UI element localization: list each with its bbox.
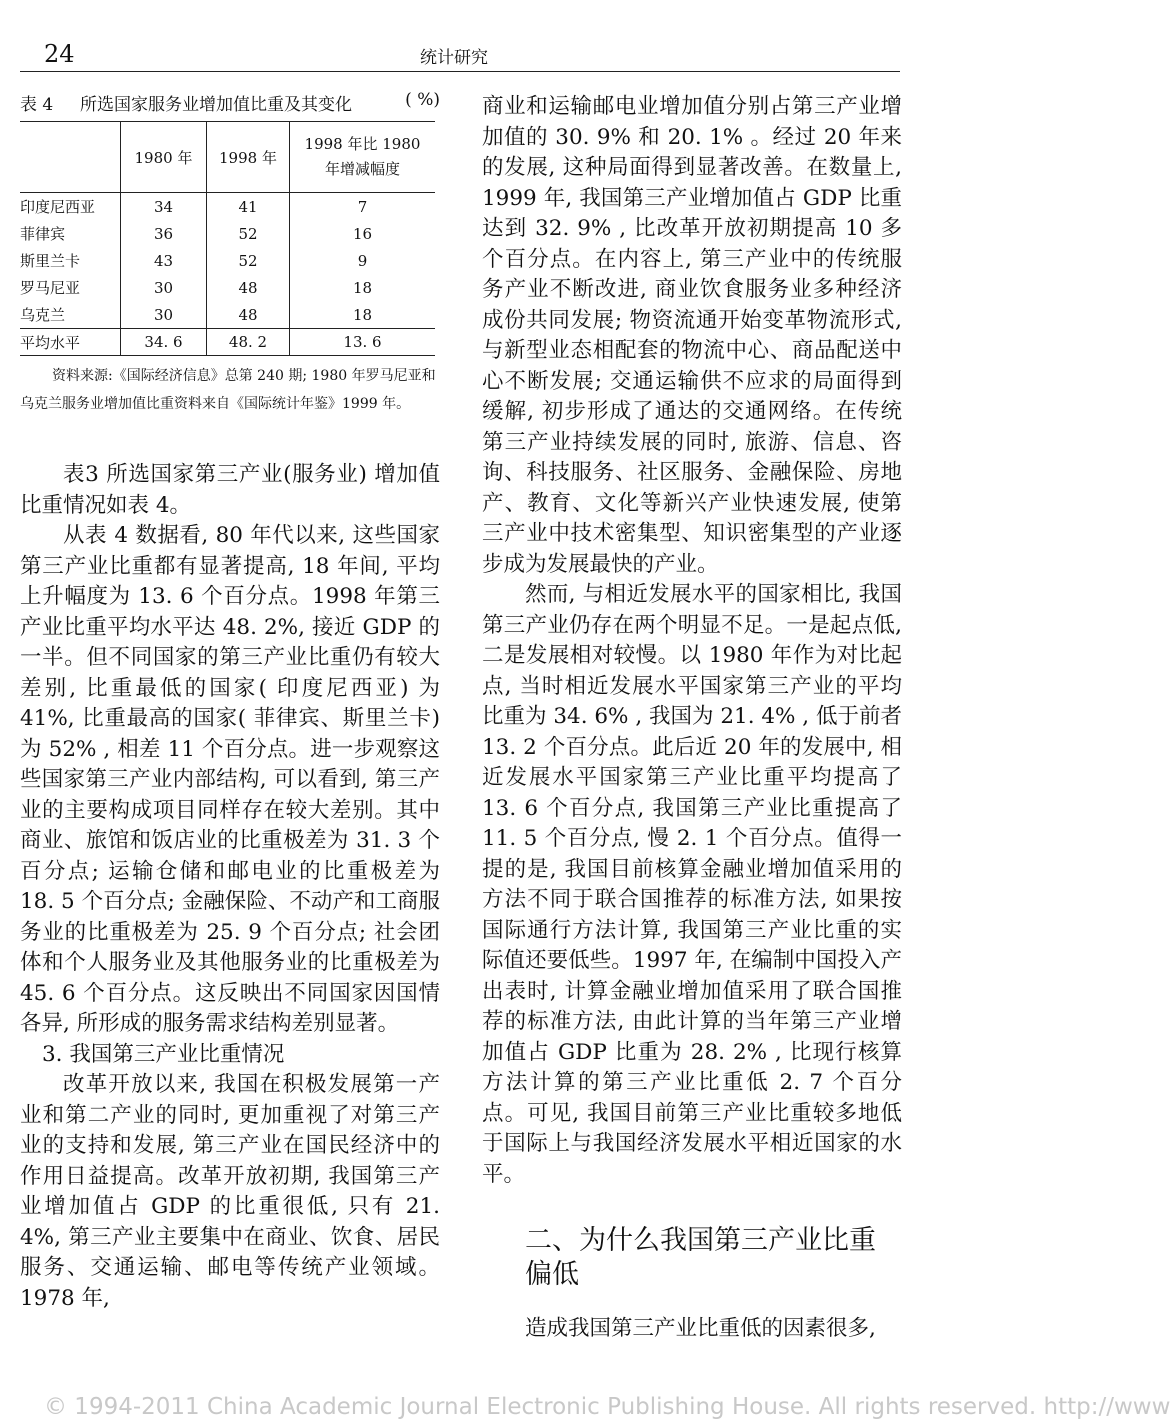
table-row (20, 193, 435, 221)
table-header-cell: 1980 年 (121, 122, 207, 193)
table-source-note: 资料来源:《国际经济信息》总第 240 期; 1980 年罗马尼亚和乌克兰服务业增加值比重资料来自《国际统计年鉴》1999 年。 (20, 368, 436, 412)
table-cell: 30 (121, 301, 207, 329)
table-cell: 9 (290, 247, 436, 274)
right-column (482, 92, 902, 1345)
header-rule (20, 71, 900, 72)
paragraph: 商业和运输邮电业增加值分别占第三产业增加值的 30. 9% 和 20. 1% 。经过 20 年来的发展, 这种局面得到显著改善。在数量上, 1999 年, 我国第三产业增加值占 GDP 比重达到 32. 9% , 比改革开放初期提高 10 多个百分点。在内容上, 第三产业中的传统服务产业不断改进, 商业饮食服务业多种经济成份共同发展; 物资流通开始变革物流形式, 与新型业态相配套的物流中心、商品配送中心不断发展; 交通运输供不应求的局面得到缓解, 初步形成了通达的交通网络。在传统第三产业持续发展的同时, 旅游、信息、咨询、科技服务、社区服务、金融保险、房地产、教育、文化等新兴产业快速发展, 使第三产业中技术密集型、知识密集型的产业逐步成为发展最快的产业。 (482, 94, 902, 577)
paragraph: 造成我国第三产业比重低的因素很多, (525, 1316, 876, 1341)
table-cell: 平均水平 (20, 329, 121, 356)
data-table (20, 121, 435, 356)
journal-title: 统计研究 (420, 48, 488, 68)
table-cell: 菲律宾 (20, 225, 66, 243)
table-unit: ( %) (405, 90, 440, 110)
table-cell: 34 (121, 193, 207, 221)
section-heading: 二、为什么我国第三产业比重偏低 (525, 1225, 876, 1290)
table-cell: 18 (290, 301, 436, 329)
table-cell: 印度尼西亚 (20, 198, 96, 216)
table-header-cell: 1998 年比 1980 年增减幅度 (290, 122, 436, 193)
table-cell: 罗马尼亚 (20, 279, 81, 297)
table-cell: 41 (207, 193, 290, 221)
table-cell: 18 (290, 274, 436, 301)
table-cell: 48 (207, 301, 290, 329)
table-cell: 7 (290, 193, 436, 221)
left-body (20, 460, 440, 1314)
left-column (20, 90, 440, 1314)
table-cell: 48 (207, 274, 290, 301)
table-cell: 斯里兰卡 (20, 252, 81, 270)
table-cell: 乌克兰 (20, 306, 66, 324)
table-title: 所选国家服务业增加值比重及其变化 (80, 95, 352, 115)
table-header-row (20, 122, 435, 193)
table-row (20, 301, 435, 329)
table-cell: 16 (290, 220, 436, 247)
page-number: 24 (44, 40, 75, 68)
table-row (20, 274, 435, 301)
table-cell: 36 (121, 220, 207, 247)
table-row (20, 220, 435, 247)
paragraph: 改革开放以来, 我国在积极发展第一产业和第二产业的同时, 更加重视了对第三产业的支持和发展, 第三产业在国民经济中的作用日益提高。改革开放初期, 我国第三产业增加值占 GDP 的比重很低, 只有 21. 4%, 第三产业主要集中在商业、饮食、居民服务、交通运输、邮电等传统产业领域。1978 年, (20, 1072, 440, 1311)
table-average-row (20, 329, 435, 356)
table-cell: 30 (121, 274, 207, 301)
table-cell: 13. 6 (290, 329, 436, 356)
paragraph: 然而, 与相近发展水平的国家相比, 我国第三产业仍存在两个明显不足。一是起点低, 二是发展相对较慢。以 1980 年作为对比起点, 当时相近发展水平国家第三产业的平均比重为 34. 6% , 我国为 21. 4% , 低于前者 13. 2 个百分点。此后近 20 年的发展中, 相近发展水平国家第三产业比重平均提高了 13. 6 个百分点, 我国第三产业比重提高了 11. 5 个百分点, 慢 2. 1 个百分点。值得一提的是, 我国目前核算金融业增加值采用的方法不同于联合国推荐的标准方法, 如果按国际通行方法计算, 我国第三产业比重的实际值还要低些。1997 年, 在编制中国投入产出表时, 计算金融业增加值采用了联合国推荐的标准方法, 由此计算的当年第三产业增加值占 GDP 比重为 28. 2% , 比现行核算方法计算的第三产业比重低 2. 7 个百分点。可见, 我国目前第三产业比重较多地低于国际上与我国经济发展水平相近国家的水平。 (482, 582, 902, 1187)
paragraph: 表3 所选国家第三产业(服务业) 增加值比重情况如表 4。 (20, 462, 440, 518)
table-cell: 52 (207, 220, 290, 247)
table-header-cell: 1998 年 (207, 122, 290, 193)
table-row (20, 247, 435, 274)
table-caption (20, 90, 440, 115)
paragraph: 从表 4 数据看, 80 年代以来, 这些国家第三产业比重都有显著提高, 18 年间, 平均上升幅度为 13. 6 个百分点。1998 年第三产业比重平均水平达 48. 2%, 接近 GDP 的一半。但不同国家的第三产业比重仍有较大差别, 比重最低的国家( 印度尼西亚) 为 41%, 比重最高的国家( 菲律宾、斯里兰卡) 为 52% , 相差 11 个百分点。进一步观察这些国家第三产业内部结构, 可以看到, 第三产业的主要构成项目同样存在较大差别。其中商业、旅馆和饭店业的比重极差为 31. 3 个百分点; 运输仓储和邮电业的比重极差为 18. 5 个百分点; 金融保险、不动产和工商服务业的比重极差为 25. 9 个百分点; 社会团体和个人服务业及其他服务业的比重极差为 45. 6 个百分点。这反映出不同国家因国情各异, 所形成的服务需求结构差别显著。 (20, 523, 440, 1036)
table-header-cell (20, 122, 121, 193)
table-cell: 48. 2 (207, 329, 290, 356)
table-cell: 43 (121, 247, 207, 274)
copyright-footer: © 1994-2011 China Academic Journal Electronic Publishing House. All rights reserved. http://www (44, 1394, 1170, 1420)
table-cell: 52 (207, 247, 290, 274)
table-cell: 34. 6 (121, 329, 207, 356)
subheading: 3. 我国第三产业比重情况 (42, 1041, 285, 1067)
table-number: 表 4 (20, 95, 54, 115)
